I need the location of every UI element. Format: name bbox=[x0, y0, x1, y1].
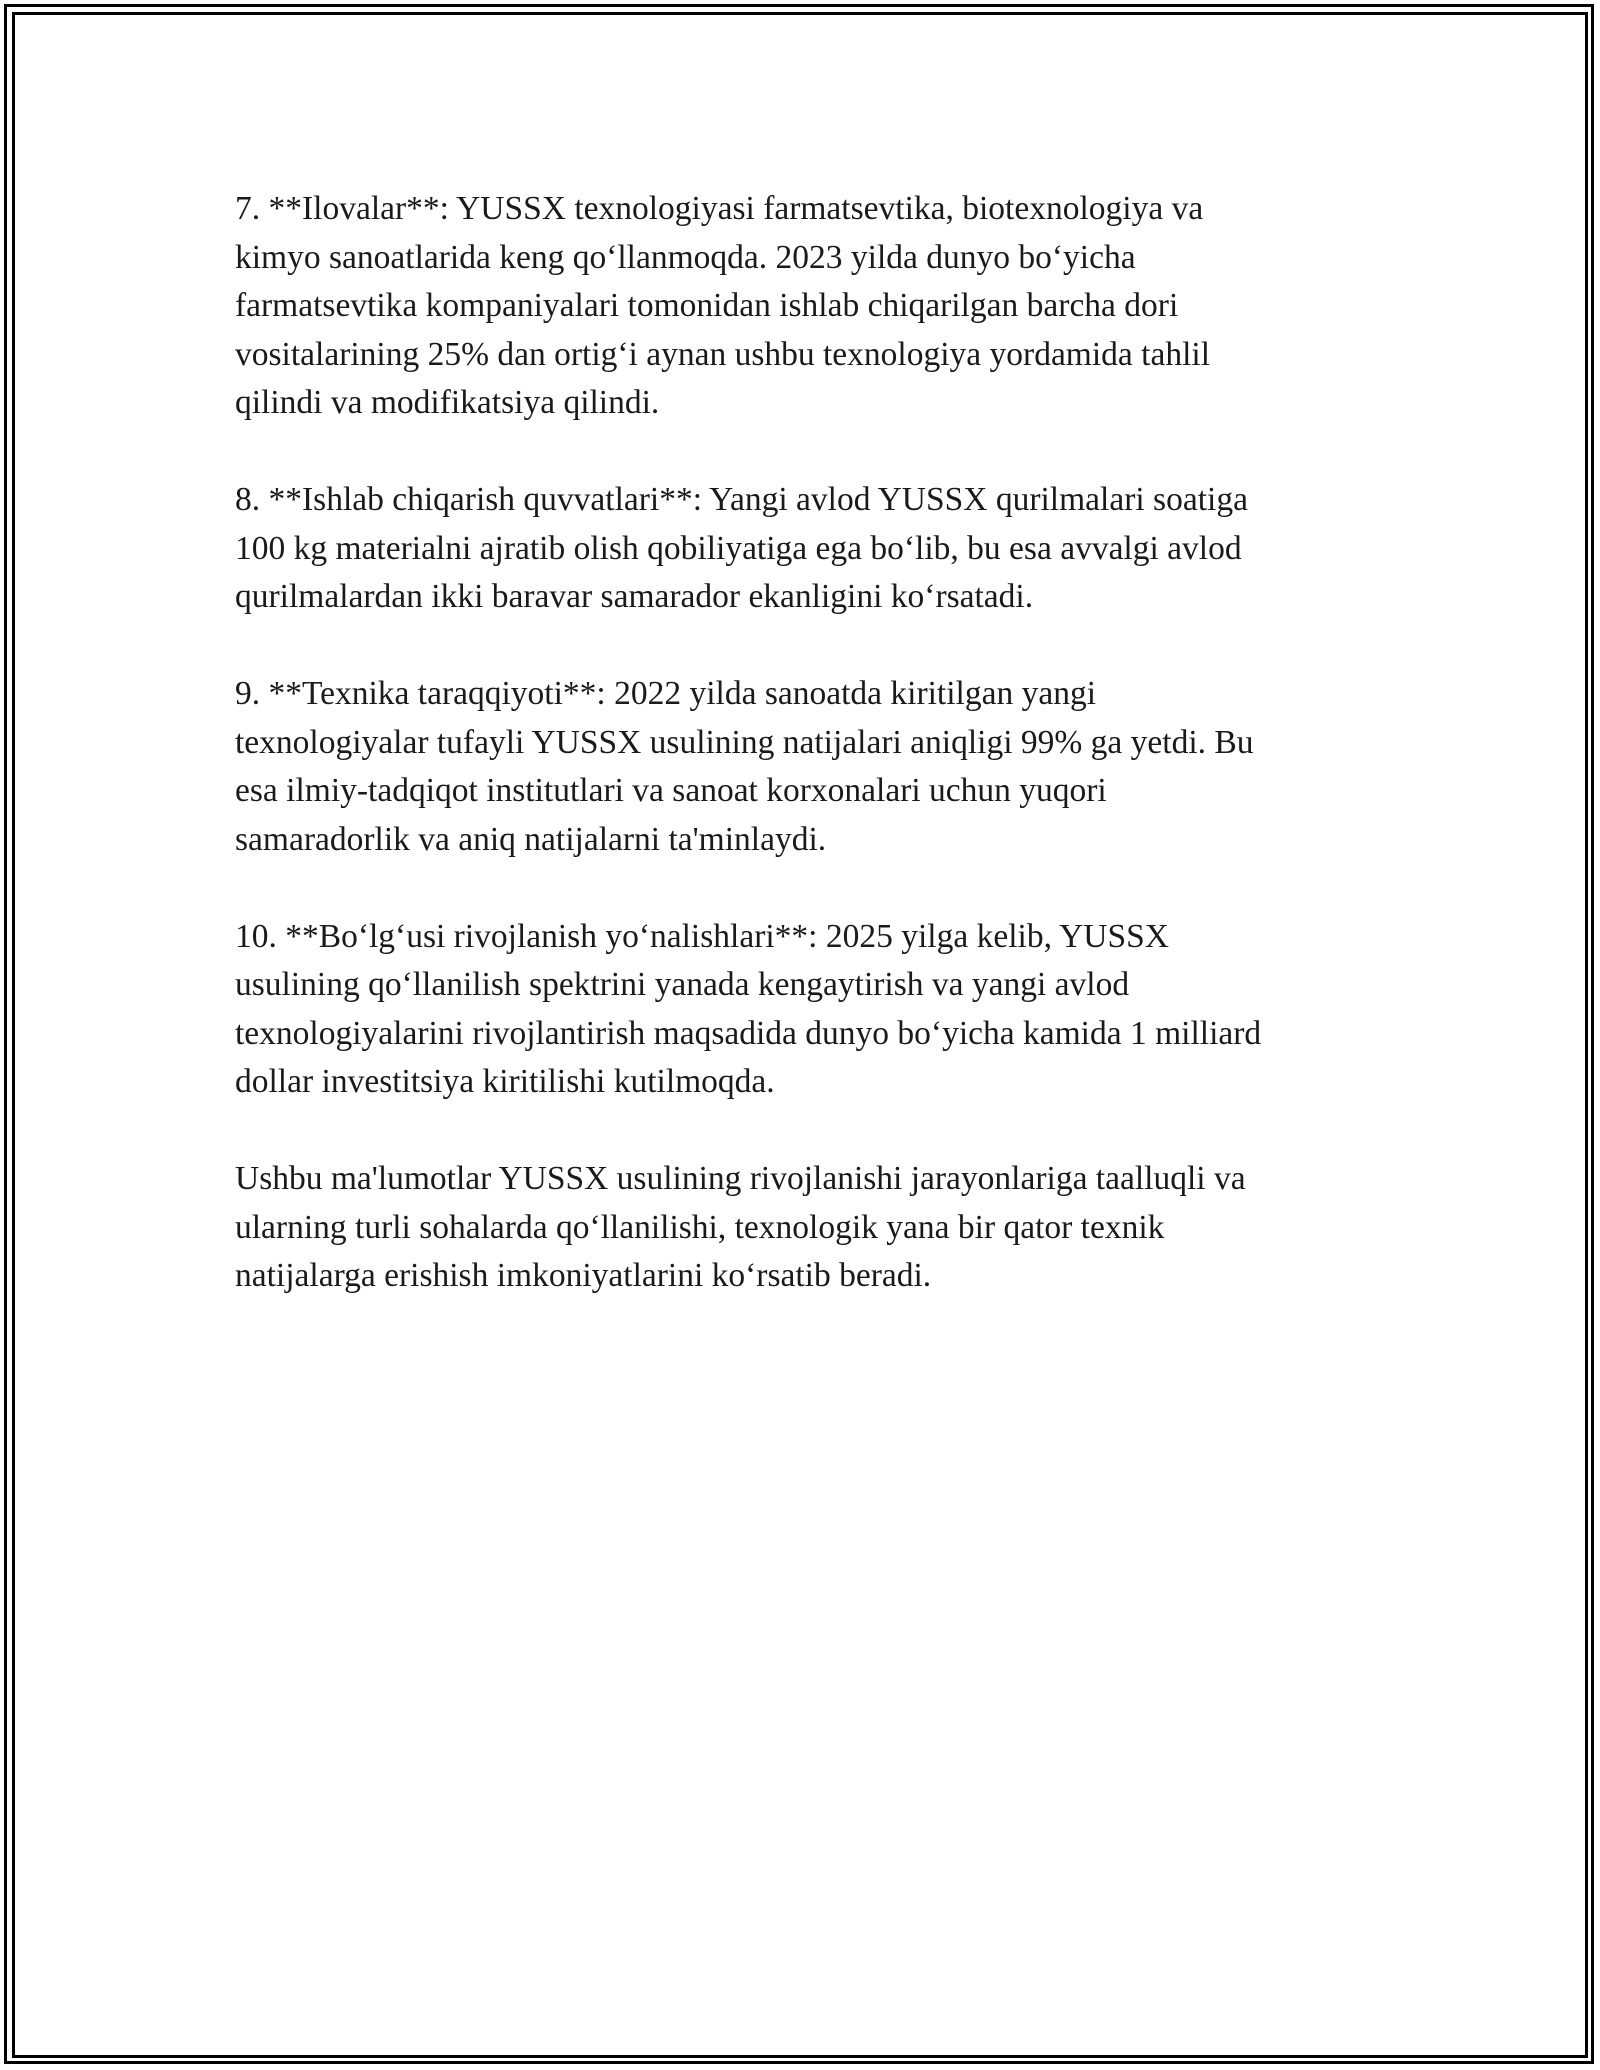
paragraph-technical-progress: 9. **Texnika taraqqiyoti**: 2022 yilda sanoatda kiritilgan yangi texnologiyalar tufayli YUSSX usulining natijalari aniqligi 99% ga yetdi. Bu esa ilmiy-tadqiqot institutlari va sanoat korxonalari uchun yuqori samaradorlik va aniq natijalarni ta'minlaydi. bbox=[235, 675, 1254, 858]
paragraph-applications: 7. **Ilovalar**: YUSSX texnologiyasi farmatsevtika, biotexnologiya va kimyo sanoatlarida keng qo‘llanmoqda. 2023 yilda dunyo bo‘yicha farmatsevtika kompaniyalari tomonidan ishlab chiqarilgan barcha dori vositalarining 25% dan ortig‘i aynan ushbu texnologiya yordamida tahlil qilindi va modifikatsiya qilindi. bbox=[235, 190, 1211, 421]
paragraph-conclusion: Ushbu ma'lumotlar YUSSX usulining rivojlanishi jarayonlariga taalluqli va ularning turli sohalarda qo‘llanilishi, texnologik yana bir qator texnik natijalarga erishish imkoniyatlarini ko‘rsatib beradi. bbox=[235, 1160, 1246, 1294]
paragraph-future-directions: 10. **Bo‘lg‘usi rivojlanish yo‘nalishlari**: 2025 yilga kelib, YUSSX usulining qo‘llanilish spektrini yanada kengaytirish va yangi avlod texnologiyalarini rivojlantirish maqsadida dunyo bo‘yicha kamida 1 milliard dollar investitsiya kiritilishi kutilmoqda. bbox=[235, 917, 1262, 1100]
paragraph-production-capacity: 8. **Ishlab chiqarish quvvatlari**: Yangi avlod YUSSX qurilmalari soatiga 100 kg materialni ajratib olish qobiliyatiga ega bo‘lib, bu esa avvalgi avlod qurilmalardan ikki baravar samarador ekanligini ko‘rsatadi. bbox=[235, 481, 1248, 615]
document-body bbox=[235, 185, 1375, 1349]
